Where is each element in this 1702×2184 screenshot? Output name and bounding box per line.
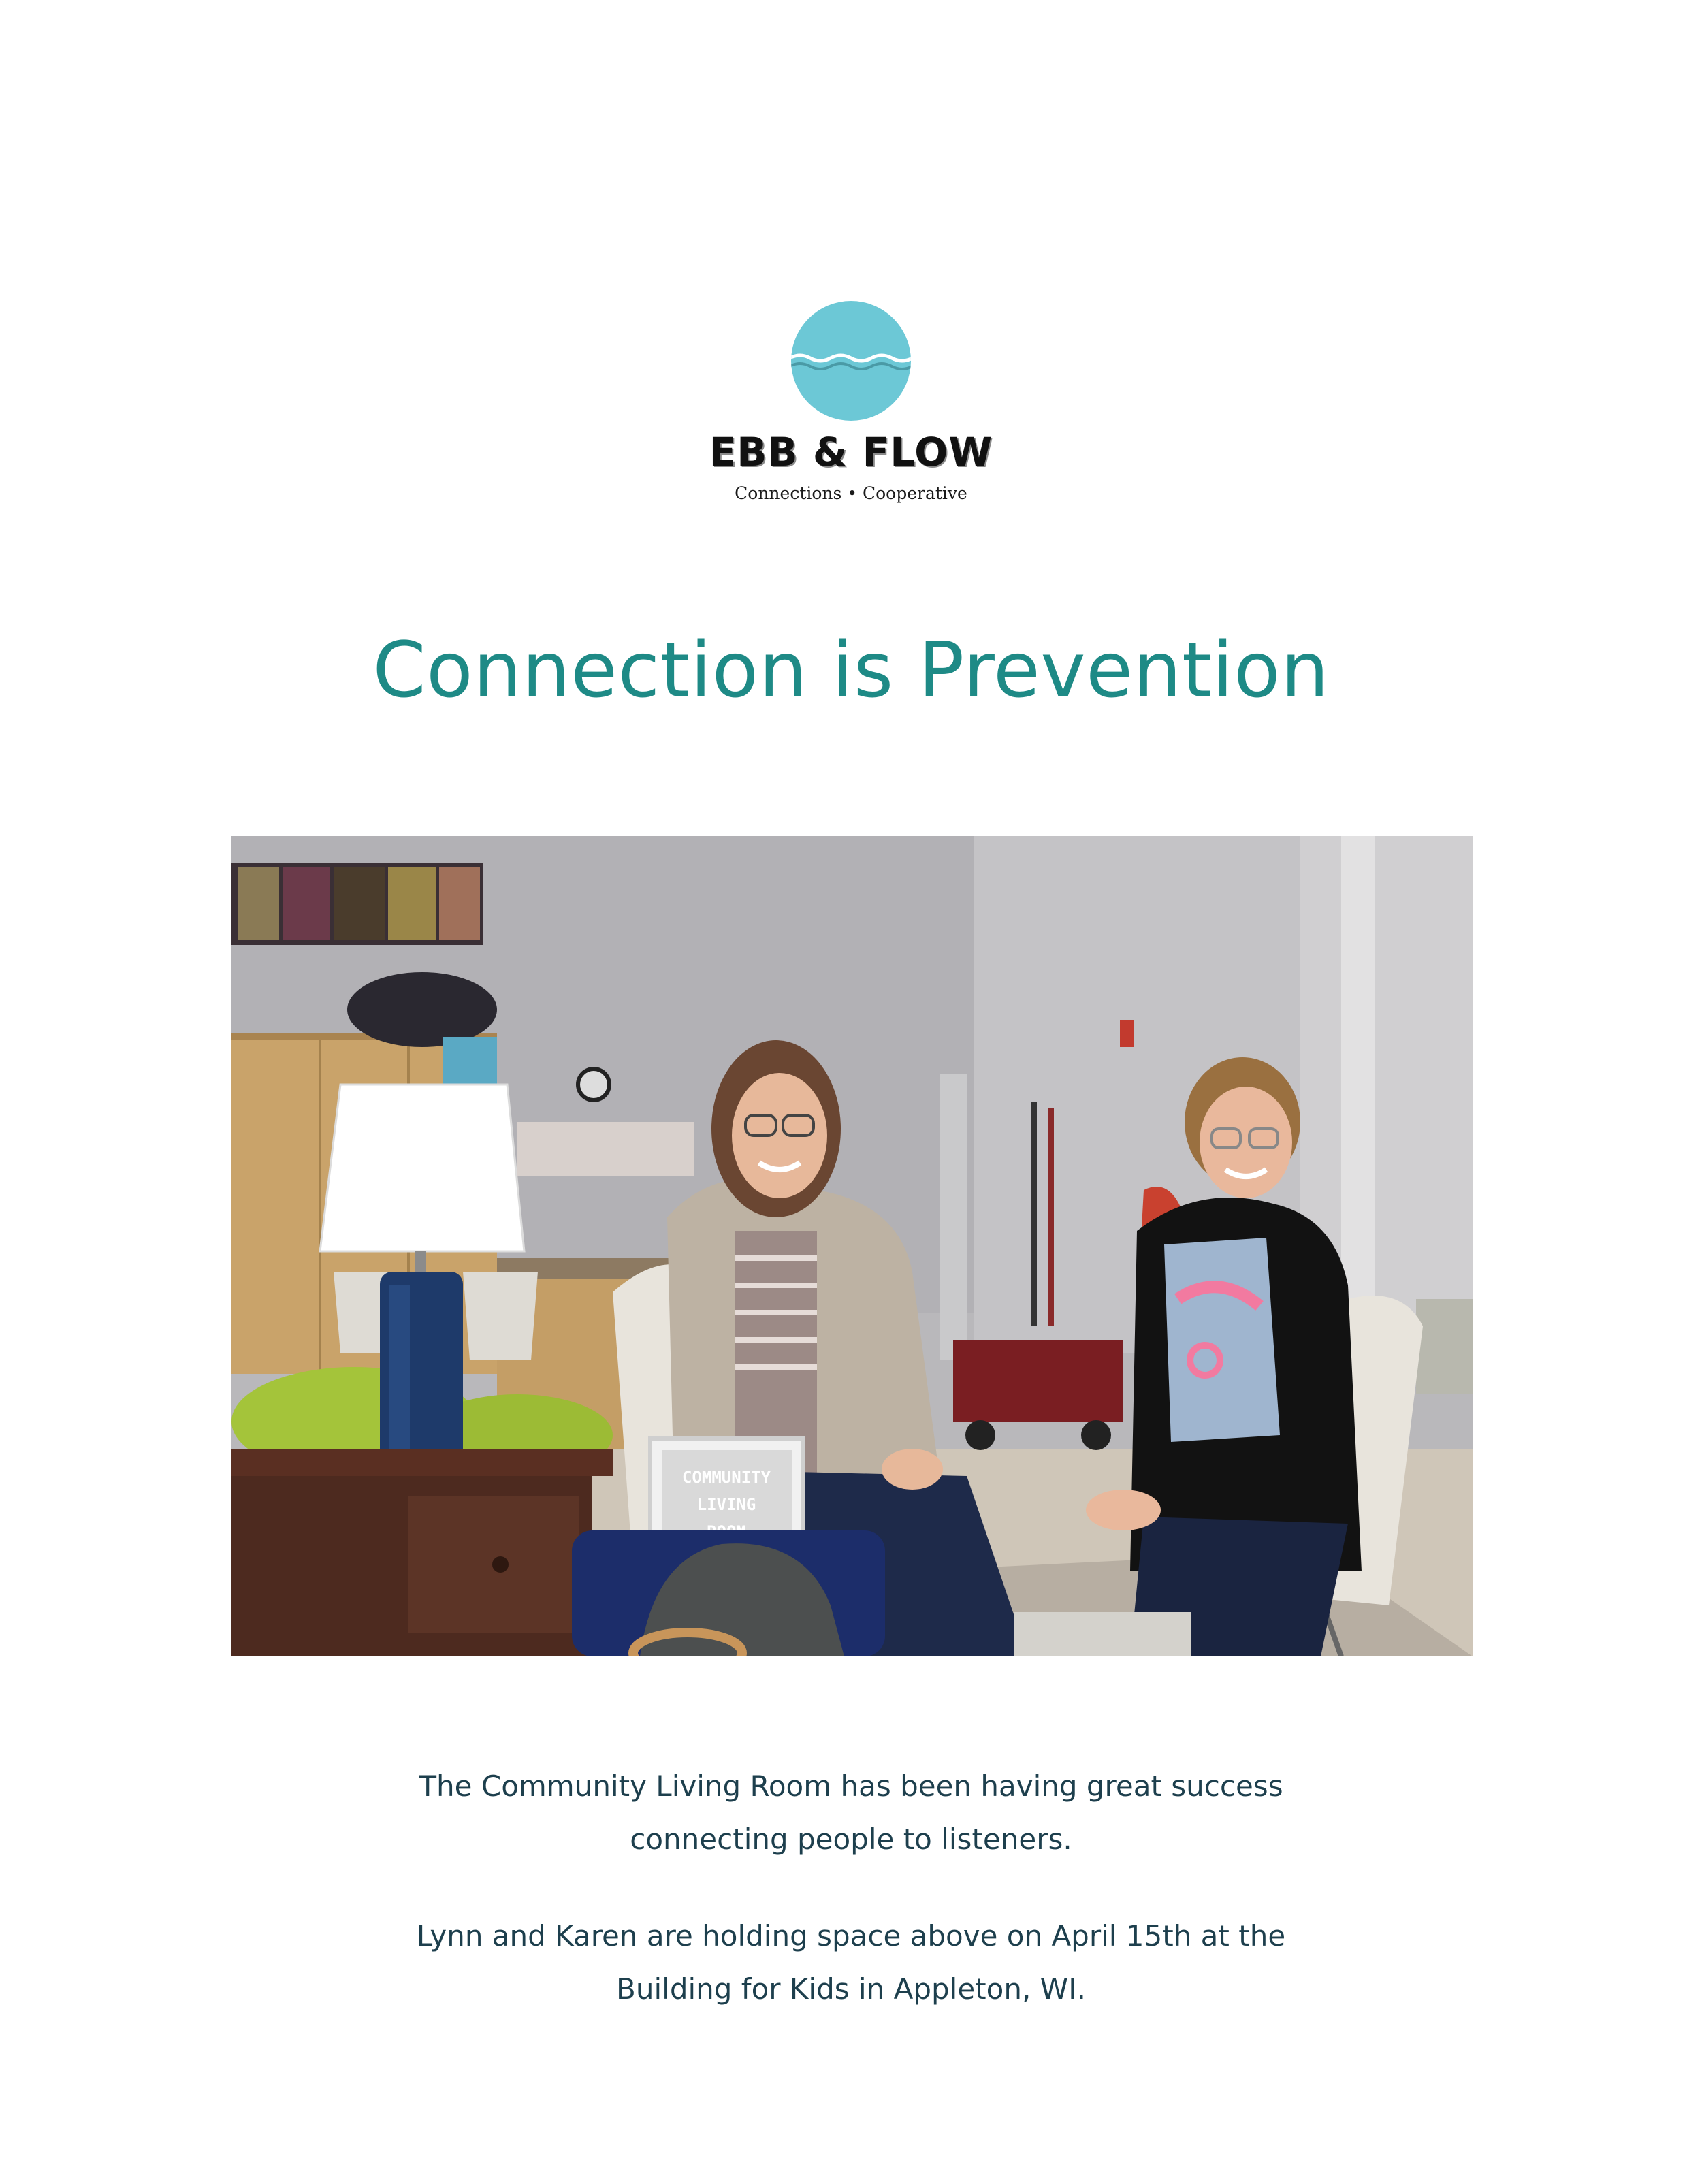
wave-circle-icon [790,300,912,422]
page-title: Connection is Prevention [372,626,1330,715]
logo-name: EBB & FLOW [709,429,993,475]
caption-paragraph-1 [272,1760,1430,1866]
caption-2-line-1: Lynn and Karen are holding space above on April 15th at the [416,1919,1286,1953]
svg-text:LIVING: LIVING [696,1495,756,1514]
svg-text:COMMUNITY: COMMUNITY [681,1468,771,1487]
logo [681,300,1021,503]
logo-tagline: Connections • Cooperative [735,483,967,503]
caption-1-line-1: The Community Living Room has been having great success [419,1769,1283,1803]
caption-paragraph-2 [272,1910,1430,2016]
caption-2-line-2: Building for Kids in Appleton, WI. [616,1972,1086,2006]
caption-1-line-2: connecting people to listeners. [630,1822,1072,1856]
community-living-room-photo [231,836,1473,1656]
